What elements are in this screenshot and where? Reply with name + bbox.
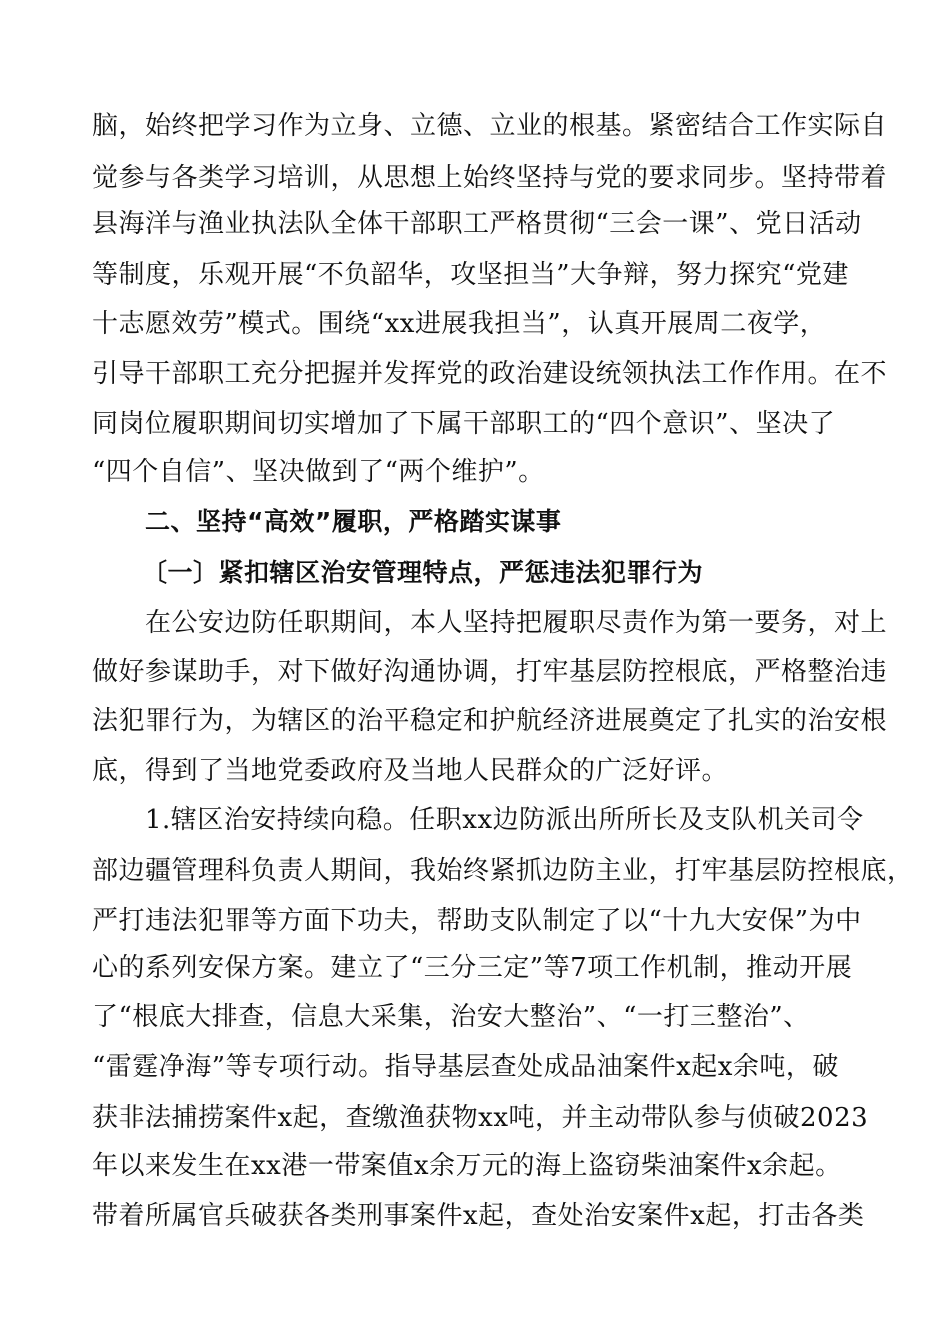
body-text-line: 带着所属官兵破获各类刑事案件x起，查处治安案件x起，打击各类 <box>92 1201 865 1231</box>
body-text-line: 觉参与各类学习培训，从思想上始终坚持与党的要求同步。坚持带着 <box>92 163 888 193</box>
body-text-line: 脑，始终把学习作为立身、立德、立业的根基。紧密结合工作实际自 <box>92 111 888 141</box>
body-text-line: 部边疆管理科负责人期间，我始终紧抓边防主业，打牢基层防控根底， <box>92 856 914 886</box>
body-text-line: 十志愿效劳”模式。围绕“xx进展我担当”，认真开展周二夜学， <box>92 309 827 339</box>
subsection-heading: 〔一〕紧扣辖区治安管理特点，严惩违法犯罪行为 <box>142 558 704 587</box>
section-heading: 二、坚持“高效”履职，严格踏实谋事 <box>145 507 562 536</box>
body-text-line: 心的系列安保方案。建立了“三分三定”等7项工作机制，推动开展 <box>92 953 853 983</box>
body-text-line: 法犯罪行为，为辖区的治平稳定和护航经济进展奠定了扎实的治安根 <box>92 706 888 736</box>
body-text-line: 获非法捕捞案件x起，查缴渔获物xx吨，并主动带队参与侦破2023 <box>92 1103 869 1133</box>
body-text-line: 了“根底大排查，信息大采集，治安大整治”、“一打三整治”、 <box>92 1002 810 1032</box>
body-text-line: 等制度，乐观开展“不负韶华，攻坚担当”大争辩，努力探究“党建 <box>92 260 849 290</box>
body-text-line: 做好参谋助手，对下做好沟通协调，打牢基层防控根底，严格整治违 <box>92 657 888 687</box>
body-text-line: “四个自信”、坚决做到了“两个维护”。 <box>92 457 545 487</box>
body-text-line: “雷霆净海”等专项行动。指导基层查处成品油案件x起x余吨，破 <box>92 1052 839 1082</box>
body-text-line: 引导干部职工充分把握并发挥党的政治建设统领执法工作作用。在不 <box>92 359 888 389</box>
body-text-line: 底，得到了当地党委政府及当地人民群众的广泛好评。 <box>92 756 729 786</box>
body-text-line: 同岗位履职期间切实增加了下属干部职工的“四个意识”、坚决了 <box>92 409 836 439</box>
paragraph-first-line: 1.辖区治安持续向稳。任职xx边防派出所所长及支队机关司令 <box>145 805 864 835</box>
body-text-line: 严打违法犯罪等方面下功夫，帮助支队制定了以“十九大安保”为中 <box>92 906 862 936</box>
body-text-line: 年以来发生在xx港一带案值x余万元的海上盗窃柴油案件x余起。 <box>92 1151 842 1181</box>
body-text-line: 县海洋与渔业执法队全体干部职工严格贯彻“三会一课”、党日活动 <box>92 209 862 239</box>
paragraph-first-line: 在公安边防任职期间，本人坚持把履职尽责作为第一要务，对上 <box>145 608 888 638</box>
